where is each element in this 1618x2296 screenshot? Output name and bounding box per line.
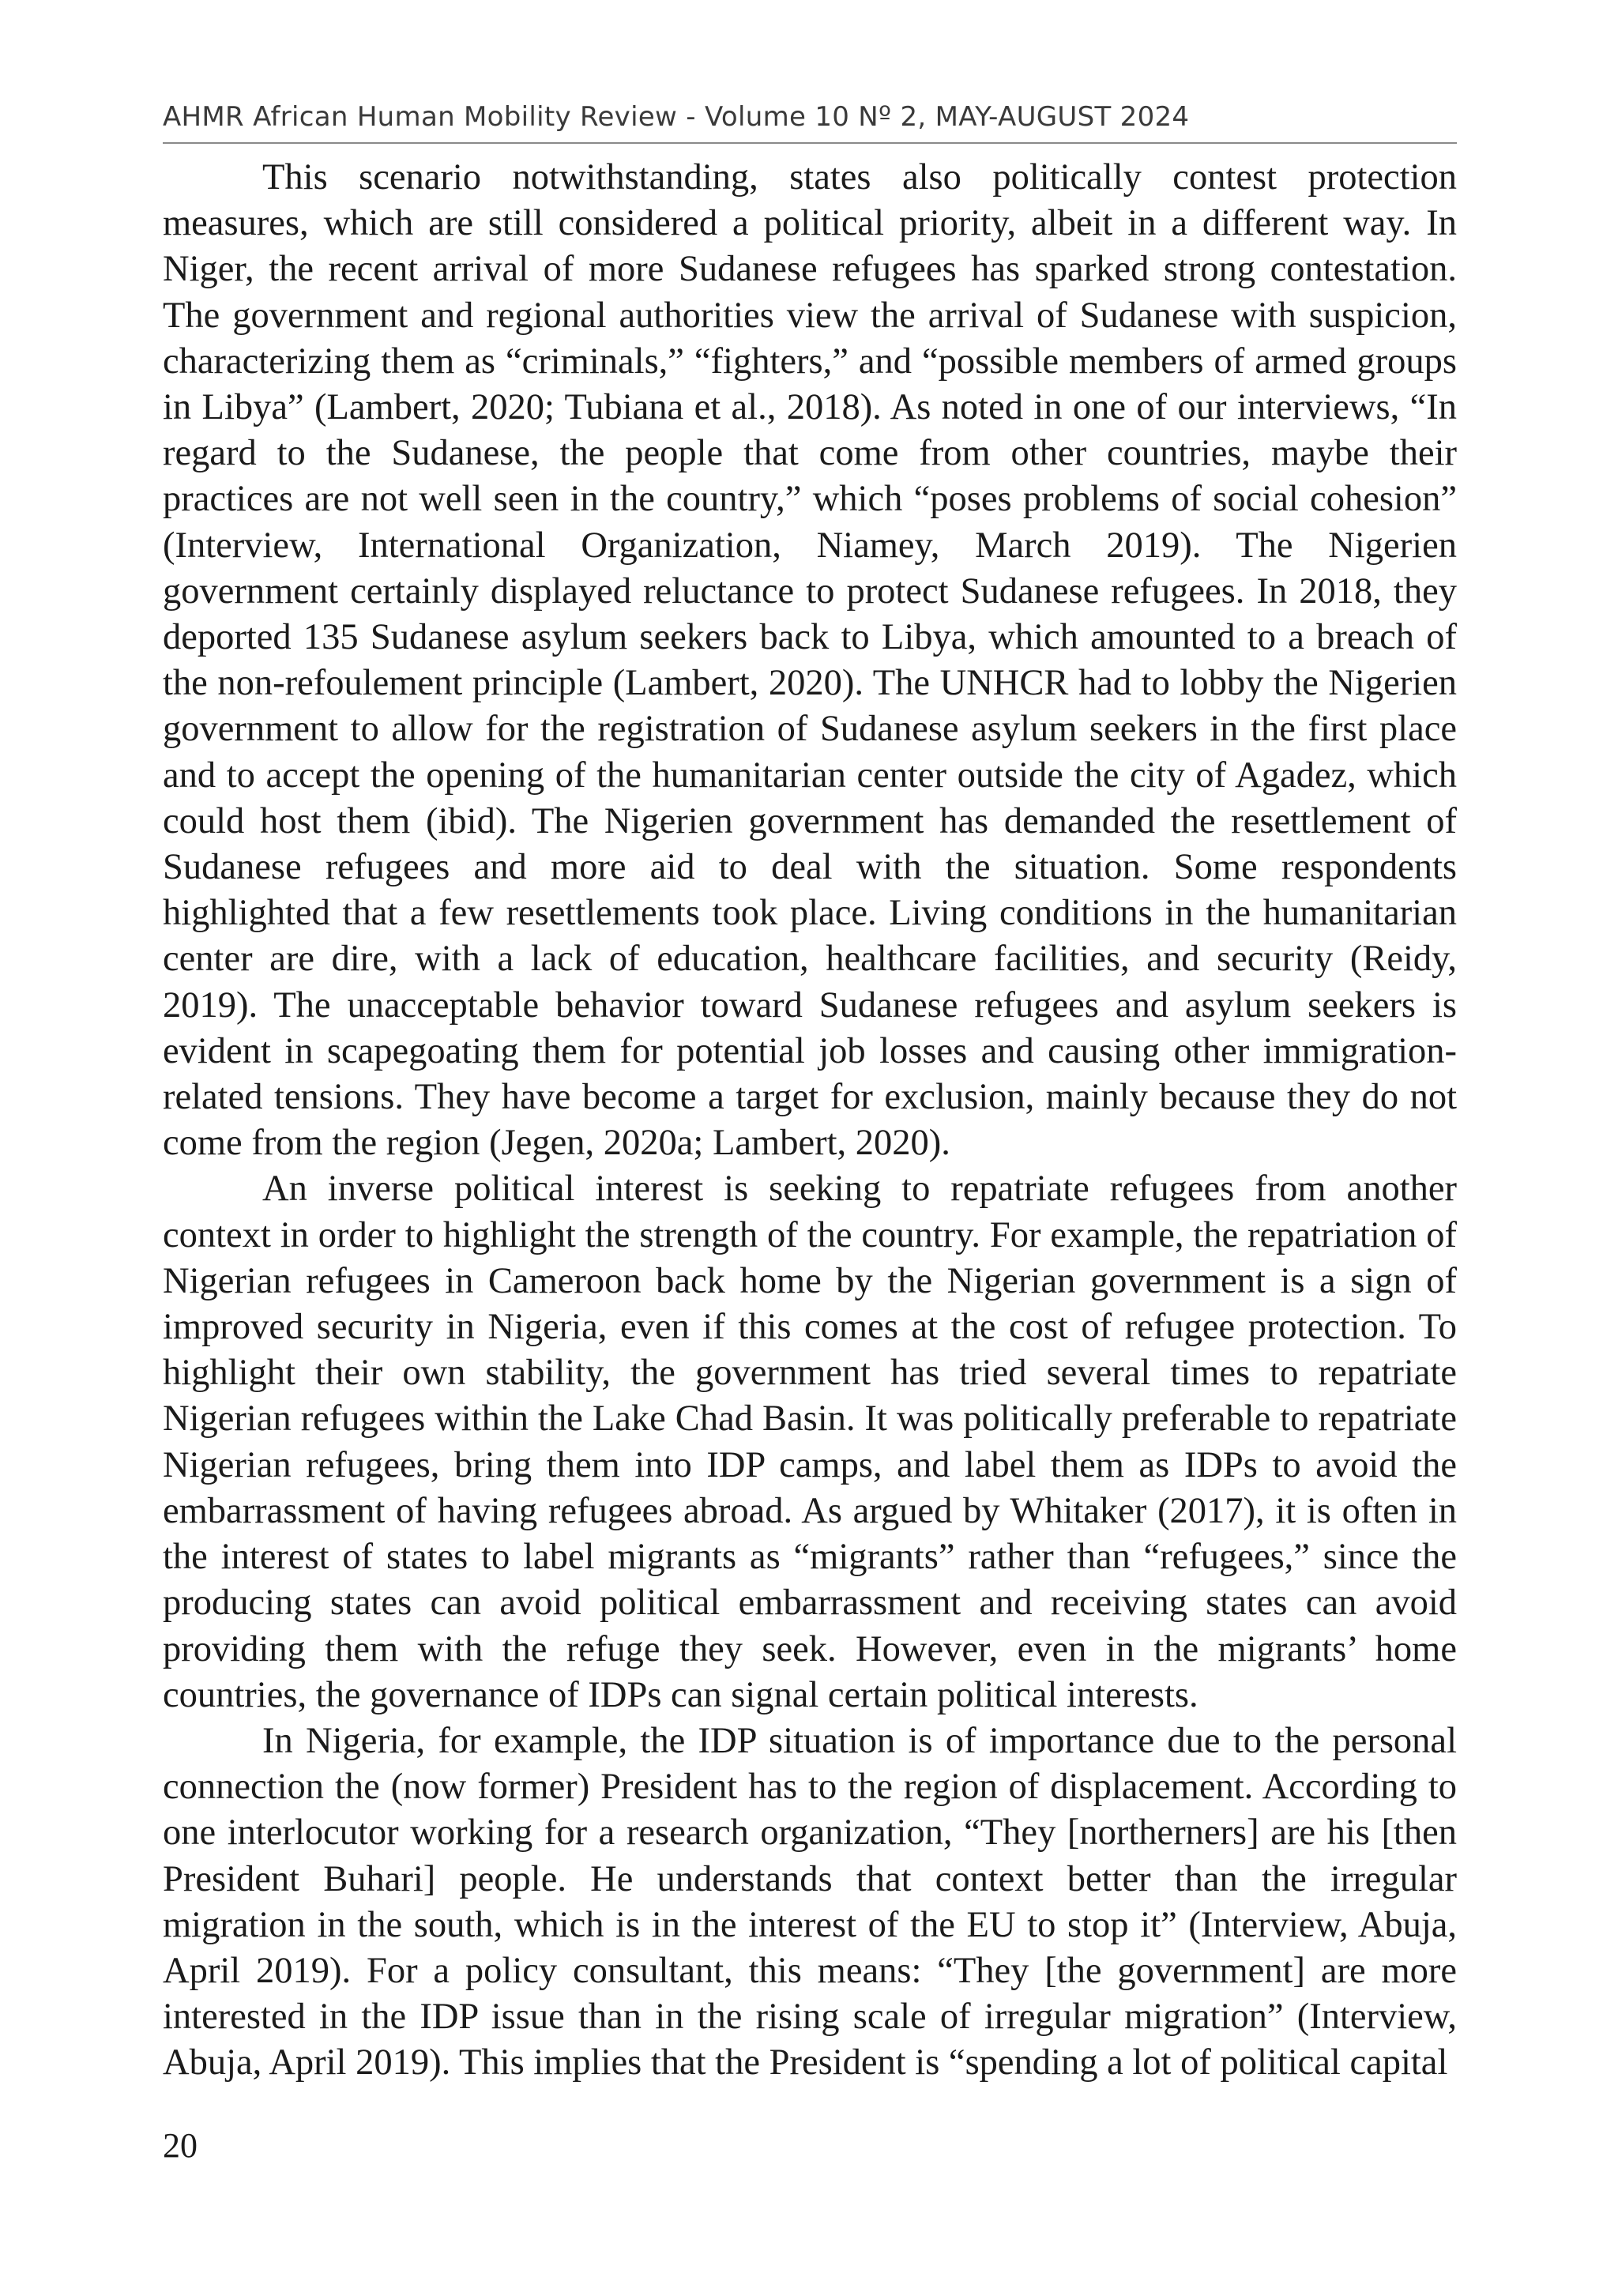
header-rule [163, 142, 1457, 144]
paragraph: In Nigeria, for example, the IDP situation is of importance due to the personal connection the (now former) President has to the region of displacement. According to one interlocutor working for a research organization, “They [northerners] are his [then President Buhari] people. He understands that context better than the irregular migration in the south, which is in the interest of the EU to stop it” (Interview, Abuja, April 2019). For a policy consultant, this means: “They [the government] are more interested in the IDP issue than in the rising scale of irregular migration” (Interview, Abuja, April 2019). This implies that the President is “spending a lot of political capital [163, 1720, 1457, 2083]
running-header: AHMR African Human Mobility Review - Volume 10 Nº 2, MAY-AUGUST 2024 [163, 101, 1190, 133]
body-text [163, 155, 1457, 2087]
page-number: 20 [163, 2126, 198, 2165]
paragraph: This scenario notwithstanding, states also politically contest protection measures, which are still considered a political priority, albeit in a different way. In Niger, the recent arrival of more Sudanese refugees has sparked strong contestation. The government and regional authorities view the arrival of Sudanese with suspicion, characterizing them as “criminals,” “fighters,” and “possible members of armed groups in Libya” (Lambert, 2020; Tubiana et al., 2018). As noted in one of our interviews, “In regard to the Sudanese, the people that come from other countries, maybe their practices are not well seen in the country,” which “poses problems of social cohesion” (Interview, International Organization, Niamey, March 2019). The Nigerien government certainly displayed reluctance to protect Sudanese refugees. In 2018, they deported 135 Sudanese asylum seekers back to Libya, which amounted to a breach of the non-refoulement principle (Lambert, 2020). The UNHCR had to lobby the Nigerien government to allow for the registration of Sudanese asylum seekers in the first place and to accept the opening of the humanitarian center outside the city of Agadez, which could host them (ibid). The Nigerien government has demanded the resettlement of Sudanese refugees and more aid to deal with the situation. Some respondents highlighted that a few resettlements took place. Living conditions in the humanitarian center are dire, with a lack of education, healthcare facilities, and security (Reidy, 2019). The unacceptable behavior toward Sudanese refugees and asylum seekers is evident in scapegoating them for potential job losses and causing other immigration-related tensions. They have become a target for exclusion, mainly because they do not come from the region (Jegen, 2020a; Lambert, 2020). [163, 157, 1457, 1164]
paragraph: An inverse political interest is seeking to repatriate refugees from another context in order to highlight the strength of the country. For example, the repatriation of Nigerian refugees in Cameroon back home by the Nigerian government is a sign of improved security in Nigeria, even if this comes at the cost of refugee protection. To highlight their own stability, the government has tried several times to repatriate Nigerian refugees within the Lake Chad Basin. It was politically preferable to repatriate Nigerian refugees, bring them into IDP camps, and label them as IDPs to avoid the embarrassment of having refugees abroad. As argued by Whitaker (2017), it is often in the interest of states to label migrants as “migrants” rather than “refugees,” since the producing states can avoid political embarrassment and receiving states can avoid providing them with the refuge they seek. However, even in the migrants’ home countries, the governance of IDPs can signal certain political interests. [163, 1169, 1457, 1715]
